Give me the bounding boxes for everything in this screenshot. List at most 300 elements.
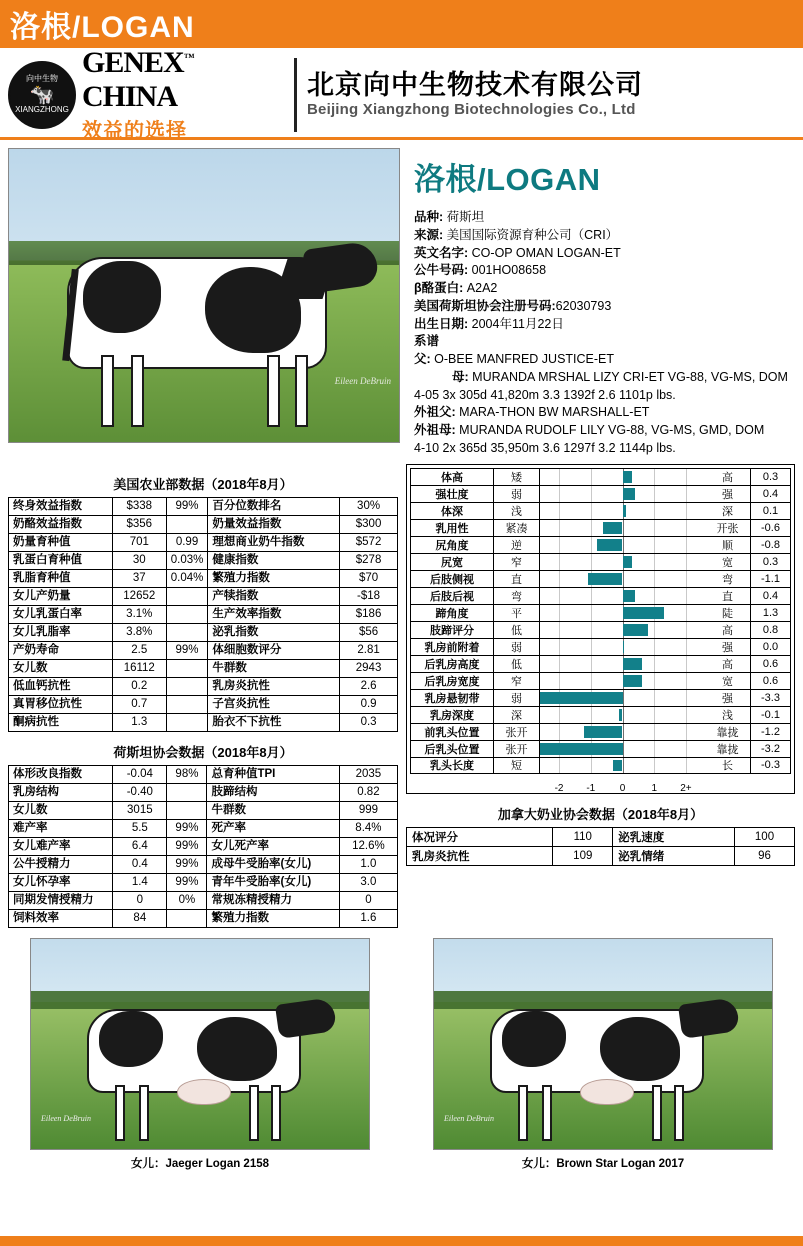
trait-gridline [686,724,687,740]
trait-gridline [654,639,655,655]
canada-value-2: 100 [735,827,795,846]
trait-value: 0.0 [751,638,791,655]
table-row [9,837,398,855]
info-label: 美国荷斯坦协会注册号码: [414,298,556,313]
daughter-caption: 女儿：Jaeger Logan 2158 [130,1157,270,1170]
stat-value: 701 [112,533,166,551]
stat-value-2: 2035 [339,765,397,783]
stat-value-2: 0 [339,891,397,909]
trait-right-label: 顺 [705,536,751,553]
trait-bar-track [540,570,705,587]
trait-gridline [591,588,592,604]
table-row [9,855,398,873]
holstein-table [8,765,398,928]
usda-title: 美国农业部数据（2018年8月） [113,476,293,492]
trait-gridline [654,503,655,519]
trait-gridline [654,673,655,689]
trait-bar-track [540,519,705,536]
trait-right-label: 深 [705,502,751,519]
photo-cow-patch-front [99,1011,163,1067]
stat-label: 女儿乳脂率 [9,623,113,641]
stat-value-2: -$18 [340,587,398,605]
stat-reliability [166,515,208,533]
trait-right-label: 宽 [705,672,751,689]
trait-left-label: 深 [494,706,540,723]
info-label: 公牛号码: [414,263,469,278]
table-row [9,909,398,927]
trait-row [410,587,791,604]
pedigree-value: 4-05 3x 305d 41,820m 3.3 1392f 2.6 1101p lbs. [414,387,676,402]
trait-name: 乳房前附着 [410,638,494,655]
trait-bar-track [540,757,705,774]
table-row [9,533,398,551]
trait-name: 体深 [410,502,494,519]
daughter-photos [0,928,803,1171]
trait-bar-track [540,638,705,655]
trait-gridline [559,605,560,621]
stat-label-2: 生产效率指数 [208,605,340,623]
stat-value-2: $572 [340,533,398,551]
trait-name: 强壮度 [410,485,494,502]
trait-left-label: 窄 [494,553,540,570]
info-value: 001HO08658 [471,263,547,278]
footer-bar [0,1236,803,1246]
trait-value: -0.3 [751,757,791,774]
daughter-card [30,938,370,1171]
trait-value: -3.2 [751,740,791,757]
trait-right-label: 强 [705,638,751,655]
info-value: 美国国际资源育种公司（CRI） [446,227,619,242]
trait-bar [597,539,622,551]
info-row [414,227,795,245]
stat-label: 酮病抗性 [9,713,113,731]
stat-label-2: 繁殖力指数 [207,909,339,927]
trait-value: 1.3 [751,604,791,621]
trait-row [410,757,791,774]
stat-label: 奶酪效益指数 [9,515,113,533]
trait-bar [623,556,633,568]
company-name-block [307,70,643,118]
trait-bar-track [540,723,705,740]
stat-reliability [166,587,208,605]
stat-label-2: 繁殖力指数 [208,569,340,587]
trait-name: 蹄角度 [410,604,494,621]
trait-gridline [654,520,655,536]
daughter-card [433,938,773,1171]
stat-value-2: 0.9 [340,695,398,713]
pedigree-row [414,387,795,405]
hero-section [0,140,803,458]
info-row [414,280,795,298]
genex-wordmark [82,46,290,143]
stat-label-2: 成母牛受胎率(女儿) [207,855,339,873]
trait-value: -3.3 [751,689,791,706]
stat-reliability: 99% [166,641,208,659]
trait-left-label: 逆 [494,536,540,553]
photo-cow-udder [580,1079,634,1105]
trait-gridline [686,673,687,689]
trait-right-label: 弯 [705,570,751,587]
trait-row [410,672,791,689]
stat-label-2: 健康指数 [208,551,340,569]
canada-value: 109 [553,846,613,865]
pedigree-label: 外祖母: [414,423,456,437]
canada-value: 110 [553,827,613,846]
trait-name: 后肢后视 [410,587,494,604]
trait-bar-track [540,740,705,757]
photo-cow-leg [115,1085,125,1141]
pedigree-value: MARA-THON BW MARSHALL-ET [459,405,650,420]
trait-name: 体高 [410,468,494,485]
trait-gridline [591,469,592,485]
table-row [9,569,398,587]
stat-label-2: 总育种值TPI [207,765,339,783]
info-label: 品种: [414,210,444,224]
stat-value: 3.8% [112,623,166,641]
trait-left-label: 直 [494,570,540,587]
stat-value-2: 12.6% [339,837,397,855]
stat-label-2: 乳房炎抗性 [208,677,340,695]
trait-row [410,723,791,740]
trait-bar [623,471,633,483]
trait-name: 后乳头位置 [410,740,494,757]
stat-label: 女儿难产率 [9,837,113,855]
trait-gridline [654,741,655,757]
table-row [9,587,398,605]
pedigree-row [414,351,795,369]
trait-gridline [654,758,655,773]
table-row [9,623,398,641]
stat-value-2: 8.4% [339,819,397,837]
stat-reliability: 99% [167,837,207,855]
stat-label: 饲料效率 [9,909,113,927]
info-value: A2A2 [466,281,498,295]
table-row [9,677,398,695]
pedigree-value: MURANDA MRSHAL LIZY CRI-ET VG-88, VG-MS, DOM [472,369,788,384]
trait-left-label: 窄 [494,672,540,689]
axis-tick-label: -1 [586,782,596,794]
trait-gridline [591,520,592,536]
trait-gridline [686,571,687,587]
stat-value: 12652 [112,587,166,605]
stat-label-2: 理想商业奶牛指数 [208,533,340,551]
bull-photo [8,148,400,443]
trait-gridline [686,656,687,672]
trait-value: 0.1 [751,502,791,519]
trait-name: 乳头长度 [410,757,494,774]
stat-value: 37 [112,569,166,587]
trait-gridline [591,503,592,519]
trait-value: 0.3 [751,468,791,485]
trait-bar-track [540,468,705,485]
trait-gridline [623,690,624,706]
trait-bar [623,658,642,670]
canada-label-2: 泌乳速度 [613,827,735,846]
data-section [0,458,803,928]
info-label: 来源: [414,227,444,242]
stat-reliability [167,783,207,801]
trait-gridline [623,520,624,536]
trait-row [410,519,791,536]
canada-title: 加拿大奶业协会数据（2018年8月） [497,806,704,822]
pedigree-row [414,440,795,458]
trait-bar [623,607,664,619]
trait-left-label: 张开 [494,723,540,740]
stat-reliability [166,695,208,713]
trait-gridline [559,554,560,570]
trait-bar-track [540,655,705,672]
photo-bull-leg [267,355,280,427]
stat-value-2: 3.0 [339,873,397,891]
genex-logo-block [8,46,290,143]
trait-gridline [559,520,560,536]
stat-label-2: 产犊指数 [208,587,340,605]
trait-gridline [623,571,624,587]
trait-gridline [686,554,687,570]
trait-value: 0.8 [751,621,791,638]
trait-row [410,485,791,502]
photo-cow-leg [674,1085,684,1141]
photo-bull-head [302,240,379,294]
banner-title: 洛根/LOGAN [10,11,195,44]
stat-label-2: 胎衣不下抗性 [208,713,340,731]
trait-gridline [591,707,592,723]
table-row [9,515,398,533]
trait-gridline [623,707,624,723]
trait-gridline [591,605,592,621]
trait-bar [623,641,624,653]
photo-credit: Eileen DeBruin [41,1113,91,1123]
trait-left-label: 低 [494,655,540,672]
trait-gridline [623,537,624,553]
trait-gridline [686,588,687,604]
photo-cow-leg [139,1085,149,1141]
trait-gridline [654,588,655,604]
stat-label: 女儿数 [9,659,113,677]
photo-cow-udder [177,1079,231,1105]
stat-label-2: 奶量效益指数 [208,515,340,533]
stat-label-2: 死产率 [207,819,339,837]
bull-info [400,148,795,458]
trait-gridline [686,486,687,502]
trait-gridline [591,554,592,570]
cow-icon: 🐄 [29,83,55,106]
trait-left-label: 矮 [494,468,540,485]
stat-reliability: 0.04% [166,569,208,587]
photo-cow-head [678,997,740,1039]
stat-reliability [167,801,207,819]
trait-value: 0.6 [751,655,791,672]
trait-gridline [686,622,687,638]
pedigree-row [414,369,795,387]
trait-right-label: 高 [705,468,751,485]
seal-top-text: 向中生物 [26,73,58,83]
trait-gridline [591,758,592,773]
info-label: 出生日期: [414,316,469,331]
trait-value: 0.3 [751,553,791,570]
stat-value-2: 0.3 [340,713,398,731]
genex-slogan: 效益的选择 [82,120,187,142]
trait-name: 前乳头位置 [410,723,494,740]
trait-gridline [559,673,560,689]
info-value: 2004年11月22日 [471,316,564,331]
stat-reliability [166,713,208,731]
stat-label: 体形改良指数 [9,765,113,783]
stat-value-2: $70 [340,569,398,587]
trait-name: 乳房深度 [410,706,494,723]
trait-bar [588,573,623,585]
pedigree-value: 4-10 2x 365d 35,950m 3.6 1297f 3.2 1144p lbs. [414,440,676,455]
trait-name: 后肢侧视 [410,570,494,587]
trait-right-label: 陡 [705,604,751,621]
stat-reliability [166,659,208,677]
stat-label-2: 常规冻精授精力 [207,891,339,909]
pedigree-label: 系谱 [414,334,440,349]
trait-gridline [559,503,560,519]
photo-cow-leg [542,1085,552,1141]
stat-label: 乳脂育种值 [9,569,113,587]
stat-label: 终身效益指数 [9,497,113,515]
trait-left-label: 平 [494,604,540,621]
trait-gridline [559,639,560,655]
trait-gridline [686,537,687,553]
trait-gridline [559,469,560,485]
photo-cow-head [275,997,337,1039]
photo-cow-patch-rear [197,1017,277,1081]
stat-value: 0.4 [113,855,167,873]
stat-label-2: 牛群数 [207,801,339,819]
trait-right-label: 高 [705,621,751,638]
trait-name: 乳房悬韧带 [410,689,494,706]
right-column [406,464,795,928]
stat-label: 公牛授精力 [9,855,113,873]
top-banner [0,0,803,48]
stat-value-2: $278 [340,551,398,569]
trait-bar [623,488,636,500]
trait-row [410,689,791,706]
photo-bull-patch-front [83,261,161,333]
table-row [9,765,398,783]
daughter-caption: 女儿：Brown Star Logan 2017 [521,1157,685,1170]
stat-value: 3.1% [112,605,166,623]
trait-name: 尻角度 [410,536,494,553]
photo-cow-patch-front [502,1011,566,1067]
stat-value-2: 0.82 [339,783,397,801]
stat-reliability: 98% [167,765,207,783]
trait-bar [584,726,622,738]
trait-gridline [654,571,655,587]
photo-cow-patch-rear [600,1017,680,1081]
trait-right-label: 直 [705,587,751,604]
photo-cow-leg [249,1085,259,1141]
table-row [9,873,398,891]
photo-cow-leg [652,1085,662,1141]
trait-gridline [559,656,560,672]
trait-right-label: 强 [705,689,751,706]
trait-left-label: 浅 [494,502,540,519]
axis-tick-label: 0 [619,782,626,794]
holstein-title: 荷斯坦协会数据（2018年8月） [113,744,293,760]
bull-name-title: 洛根/LOGAN [414,162,601,197]
stat-value: 1.4 [113,873,167,891]
trait-value: -0.1 [751,706,791,723]
trait-gridline [591,486,592,502]
header-divider [294,58,297,132]
trait-gridline [686,741,687,757]
stat-label: 乳蛋白育种值 [9,551,113,569]
stat-reliability: 99% [167,855,207,873]
canada-label: 体况评分 [407,827,553,846]
trait-gridline [654,537,655,553]
trait-right-label: 宽 [705,553,751,570]
stat-value: 5.5 [113,819,167,837]
stat-reliability [166,623,208,641]
info-row [414,298,795,316]
trait-left-label: 短 [494,757,540,774]
trait-right-label: 长 [705,757,751,774]
table-row [9,659,398,677]
trait-gridline [686,605,687,621]
trait-row [410,655,791,672]
trait-gridline [623,741,624,757]
trait-bar-track [540,621,705,638]
trait-bar-track [540,502,705,519]
photo-cow-leg [271,1085,281,1141]
stat-label: 女儿数 [9,801,113,819]
stat-reliability: 99% [166,497,208,515]
info-value: CO-OP OMAN LOGAN-ET [471,245,621,260]
stat-label-2: 泌乳指数 [208,623,340,641]
trait-gridline [654,690,655,706]
stat-label-2: 肢蹄结构 [207,783,339,801]
stat-label-2: 子宫炎抗性 [208,695,340,713]
trait-name: 尻宽 [410,553,494,570]
trait-gridline [623,758,624,773]
pedigree-row [414,422,795,440]
stat-value: -0.04 [113,765,167,783]
stat-value-2: 2.6 [340,677,398,695]
trait-right-label: 强 [705,485,751,502]
trait-gridline [559,622,560,638]
canada-label: 乳房炎抗性 [407,846,553,865]
trait-gridline [559,588,560,604]
stat-label: 同期发情授精力 [9,891,113,909]
trait-gridline [654,469,655,485]
trait-gridline [654,486,655,502]
stat-value: 1.3 [112,713,166,731]
stat-label: 真胃移位抗性 [9,695,113,713]
table-row [9,801,398,819]
info-row [414,262,795,280]
table-row [9,713,398,731]
stat-reliability [166,677,208,695]
stat-label: 女儿怀孕率 [9,873,113,891]
table-row [9,497,398,515]
canada-table [406,827,795,866]
trait-left-label: 紧凑 [494,519,540,536]
trait-bar-track [540,604,705,621]
trait-gridline [654,656,655,672]
trait-gridline [623,724,624,740]
stat-value-2: 30% [340,497,398,515]
stat-value-2: 2943 [340,659,398,677]
table-row [9,695,398,713]
stat-label: 女儿产奶量 [9,587,113,605]
stat-value: $356 [112,515,166,533]
trait-bar [540,692,623,704]
trait-bar [623,675,642,687]
trait-value: 0.6 [751,672,791,689]
